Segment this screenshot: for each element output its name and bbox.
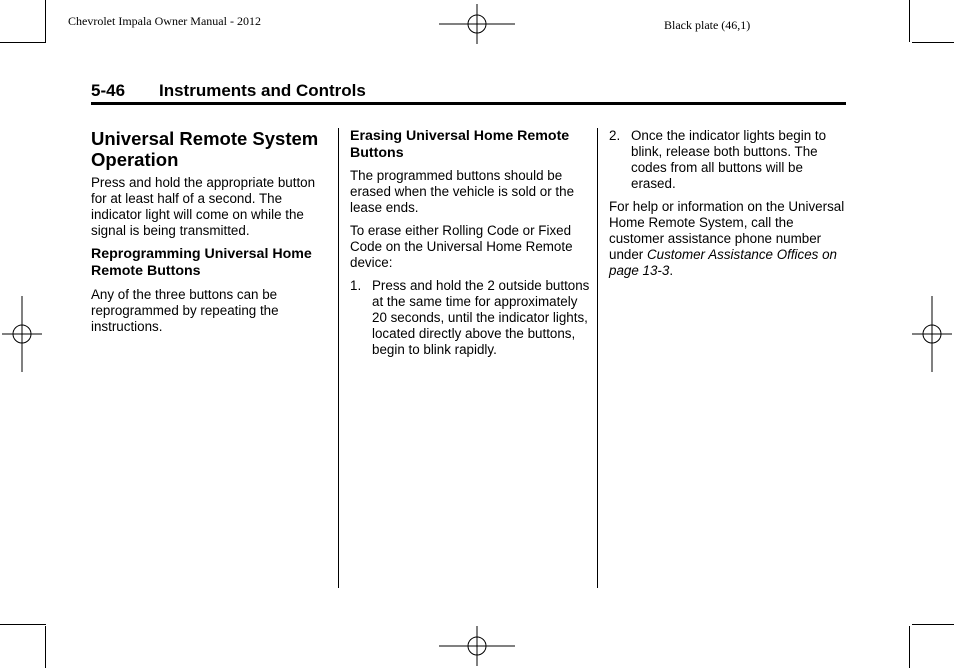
crop-mark xyxy=(0,42,46,43)
paragraph: Press and hold the appropriate button for at least half of a second. The indicator light will come on while the signal is being transmitted. xyxy=(91,175,316,238)
crop-mark xyxy=(912,624,954,625)
section-title: Instruments and Controls xyxy=(159,81,366,100)
manual-title: Chevrolet Impala Owner Manual - 2012 xyxy=(68,14,261,28)
running-head xyxy=(91,81,846,101)
help-text: For help or information on the Universal Home Remote System, call the customer assistance phone number under xyxy=(609,199,845,262)
registration-mark-icon xyxy=(439,626,515,666)
help-text-end: . xyxy=(669,263,674,278)
step-text: Press and hold the 2 outside buttons at the same time for approximately 20 seconds, until the indicator lights, located directly above the buttons, begin to blink rapidly. xyxy=(372,278,590,357)
registration-mark-icon xyxy=(912,296,952,372)
column-divider xyxy=(338,128,339,588)
crop-mark xyxy=(909,0,910,42)
crop-mark xyxy=(45,0,46,42)
paragraph: Any of the three buttons can be reprogrammed by repeating the instructions. xyxy=(91,287,279,334)
registration-mark-icon xyxy=(2,296,42,372)
column-1 xyxy=(91,128,331,342)
list-item xyxy=(350,278,590,358)
column-2 xyxy=(350,128,590,365)
cross-reference-link[interactable]: Customer Assistance Offices on page 13-3 xyxy=(609,247,837,278)
column-3 xyxy=(609,128,849,286)
header-rule xyxy=(91,102,846,105)
step-text: Once the indicator lights begin to blink, release both buttons. The codes from all buttons will be erased. xyxy=(631,128,827,191)
paragraph xyxy=(609,199,849,279)
subheading-reprogramming: Reprogramming Universal Home Remote Buttons xyxy=(91,246,312,279)
step-number: 1. xyxy=(350,278,362,293)
subheading-erasing: Erasing Universal Home Remote Buttons xyxy=(350,128,570,161)
crop-mark xyxy=(0,624,46,625)
plate-label: Black plate (46,1) xyxy=(664,18,751,32)
column-divider xyxy=(597,128,598,588)
page-number: 5-46 xyxy=(91,81,126,100)
crop-mark xyxy=(909,626,910,668)
step-number: 2. xyxy=(609,128,621,143)
list-item xyxy=(609,128,849,192)
registration-mark-icon xyxy=(439,4,515,44)
crop-mark xyxy=(45,626,46,668)
crop-mark xyxy=(912,42,954,43)
paragraph: To erase either Rolling Code or Fixed Code on the Universal Home Remote device: xyxy=(350,223,573,270)
paragraph: The programmed buttons should be erased when the vehicle is sold or the lease ends. xyxy=(350,168,575,215)
heading-universal-remote-operation: Universal Remote System Operation xyxy=(91,128,319,170)
